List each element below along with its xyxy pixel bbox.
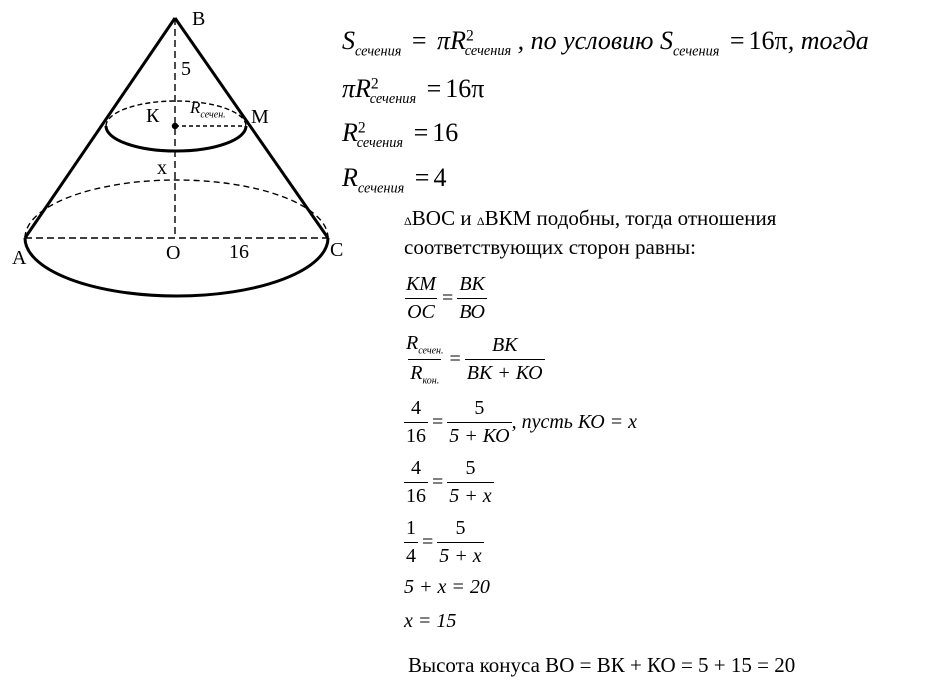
equation-5: $\frac{1}{4}$ = $\frac{5}{5 + x}$ bbox=[406, 517, 482, 567]
point-k bbox=[172, 123, 178, 129]
label-c: C bbox=[330, 239, 344, 261]
similarity-line-1: ΔВОС и ΔВКМ подобны, тогда отношения bbox=[404, 206, 777, 230]
formula-line-3: $R^2_{сечения} = 16$ bbox=[342, 118, 459, 152]
label-a: A bbox=[12, 247, 27, 269]
label-oc-length: 16 bbox=[229, 241, 249, 263]
equation-1: $\frac{КМ}{ОС}$ = $\frac{ВК}{ВО}$ bbox=[406, 273, 485, 323]
equation-3: $\frac{4}{16}$ = $\frac{5}{5 + КО}$ , пусть КО = x bbox=[406, 397, 638, 447]
formula-line-4: $R_{сечения} = 4$ bbox=[342, 163, 447, 197]
label-r-section bbox=[190, 98, 226, 121]
label-x: x bbox=[157, 157, 167, 179]
label-m: M bbox=[251, 106, 269, 128]
label-b: B bbox=[192, 8, 206, 30]
answer-line: Высота конуса ВО = ВК + КО = 5 + 15 = 20 bbox=[408, 653, 796, 677]
label-o: O bbox=[166, 242, 181, 264]
equation-4: $\frac{4}{16}$ = $\frac{5}{5 + x}$ bbox=[406, 457, 492, 507]
cone-side-left bbox=[25, 18, 175, 238]
label-bk-length: 5 bbox=[181, 58, 191, 80]
base-back-arc bbox=[25, 180, 328, 238]
r-section-sub: сечен. bbox=[200, 109, 226, 121]
equation-2: $\frac{R_{сечен.}}{R_{кон.}}$ = $\frac{ВК}{ВК + КО}$ bbox=[406, 332, 543, 386]
section-front-arc bbox=[106, 126, 246, 151]
r-section-main: R bbox=[190, 98, 201, 117]
formula-line-2: $\pi R^2_{сечения} = 16\pi$ bbox=[342, 74, 485, 108]
formula-line-1: $S_{сечения} = \pi R^2_{сечения}$ , по условию $S_{сечения} = 16\pi$, тогда bbox=[342, 26, 869, 60]
equation-6: 5 + x = 20 bbox=[404, 576, 490, 598]
label-k: К bbox=[146, 105, 160, 127]
equation-7: x = 15 bbox=[404, 610, 457, 632]
similarity-line-2: соответствующих сторон равны: bbox=[404, 235, 696, 259]
cone-diagram bbox=[0, 0, 360, 320]
